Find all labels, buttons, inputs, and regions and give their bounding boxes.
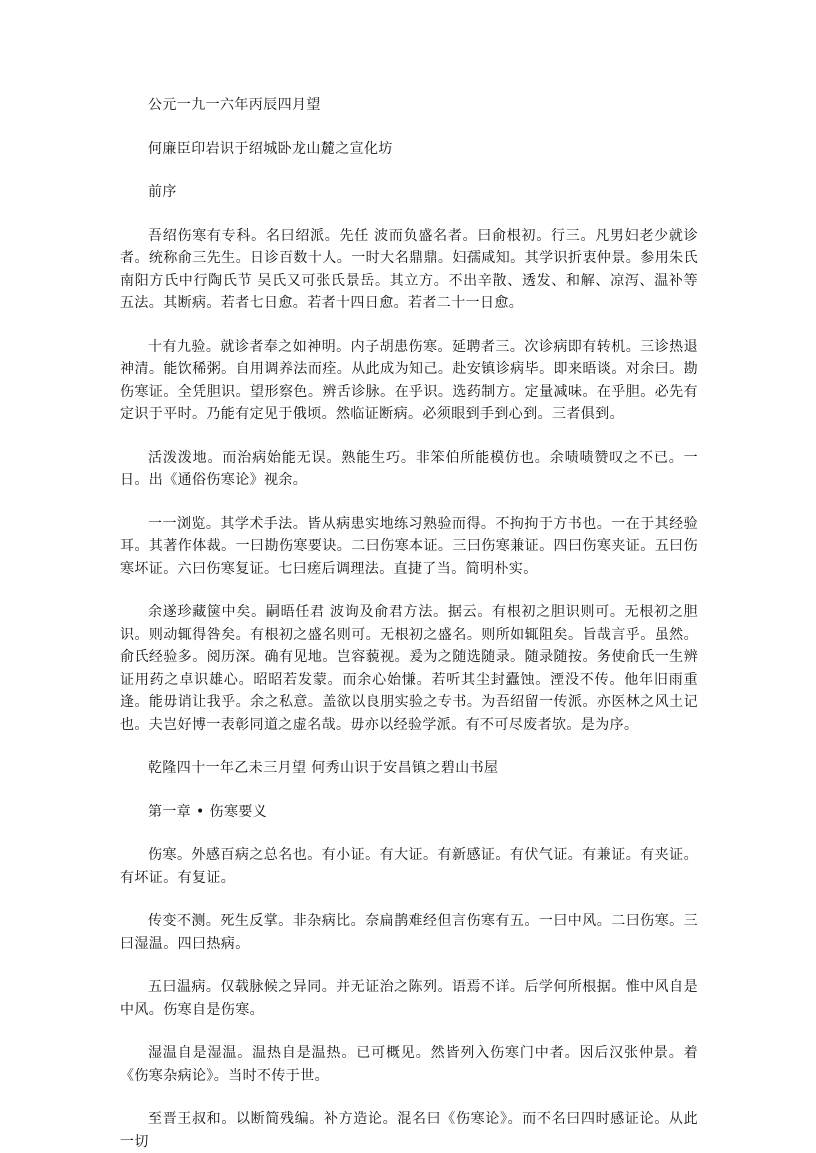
signature-line: 何廉臣印岩识于绍城卧龙山麓之宣化坊 [148, 140, 393, 157]
preface-paragraph: 十有九验。就诊者奉之如神明。内子胡患伤寒。延聘者三。次诊病即有转机。三诊热退神清。能饮稀粥。自用调养法而痊。从此成为知己。赴安镇诊病毕。即来晤谈。对余曰。勘伤寒证。全凭胆识。望形察色。辨舌诊脉。在乎识。选药制方。定量减味。在乎胆。必先有定识于平时。乃能有定见于俄顷。然临证断病。必须眼到手到心到。三者俱到。 [120, 338, 698, 422]
chapter-paragraph: 传变不测。死生反掌。非杂病比。奈扁鹊难经但言伤寒有五。一曰中风。二曰伤寒。三曰湿温。四曰热病。 [120, 913, 698, 952]
chapter-heading: 第一章 • 伤寒要义 [148, 803, 268, 820]
chapter-paragraph: 伤寒。外感百病之总名也。有小证。有大证。有新感证。有伏气证。有兼证。有夹证。有坏证。有复证。 [120, 847, 698, 886]
preface-paragraph: 吾绍伤寒有专科。名曰绍派。先任 波而负盛名者。曰俞根初。行三。凡男妇老少就诊者。统称俞三先生。日诊百数十人。一时大名鼎鼎。妇孺咸知。其学识折衷仲景。参用朱氏南阳方氏中行陶氏节 吴氏又可张氏景岳。其立方。不出辛散、透发、和解、凉泻、温补等五法。其断病。若者七日愈。若者十四日愈。若者二十一日愈。 [120, 227, 698, 311]
chapter-paragraph: 五曰温病。仅载脉候之异同。并无证治之陈列。语焉不详。后学何所根据。惟中风自是中风。伤寒自是伤寒。 [120, 979, 698, 1018]
chapter-paragraph: 湿温自是湿温。温热自是温热。已可概见。然皆列入伤寒门中者。因后汉张仲景。着《伤寒杂病论》。当时不传于世。 [120, 1045, 698, 1084]
preface-heading: 前序 [148, 184, 177, 200]
date-line: 公元一九一六年丙辰四月望 [148, 97, 321, 113]
chapter-paragraph: 至晋王叔和。以断简残编。补方造论。混名曰《伤寒论》。而不名曰四时感证论。从此一切 [120, 1111, 698, 1150]
preface-paragraph: 余遂珍藏箧中矣。嗣晤任君 波询及俞君方法。据云。有根初之胆识则可。无根初之胆识。则动辄得咎矣。有根初之盛名则可。无根初之盛名。则所如辄阻矣。旨哉言乎。虽然。俞氏经验多。阅历深。确有见地。岂容藐视。爰为之随选随录。随录随按。务使俞氏一生辨证用药之卓识雄心。昭昭若发蒙。而余心始慊。若听其尘封蠹蚀。湮没不传。他年旧雨重逢。能毋诮让我乎。余之私意。盖欲以良朋实验之专书。为吾绍留一传派。亦医林之风土记也。夫岂好博一表彰同道之虚名哉。毋亦以经验学派。有不可尽废者欤。是为序。 [120, 604, 698, 733]
colophon-line: 乾隆四十一年乙未三月望 何秀山识于安昌镇之碧山书屋 [148, 760, 499, 776]
preface-paragraph: 活泼泼地。而治病始能无误。熟能生巧。非笨伯所能模仿也。余啧啧赞叹之不已。一日。出《通俗伤寒论》视余。 [120, 449, 698, 488]
preface-paragraph: 一一浏览。其学术手法。皆从病患实地练习熟验而得。不拘拘于方书也。一在于其经验耳。其著作体裁。一曰勘伤寒要诀。二曰伤寒本证。三曰伤寒兼证。四曰伤寒夹证。五曰伤寒坏证。六曰伤寒复证。七曰瘥后调理法。直捷了当。简明朴实。 [120, 515, 698, 577]
document-page [120, 94, 698, 1153]
